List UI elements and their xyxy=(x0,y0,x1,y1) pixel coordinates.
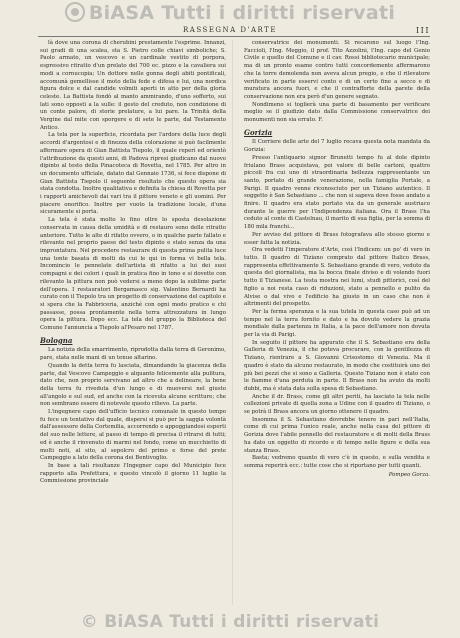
paragraph: In base a tali risultanze l'Ingegner capo del Municipio fece rapporto alla Prefettura, e questo vincolò il giorno 11 luglio la Commissione provinciale xyxy=(40,462,226,485)
watermark-top: BiASA Tutti i diritti riservati xyxy=(0,2,460,24)
watermark-bottom: © BiASA Tutti i diritti riservati xyxy=(80,612,380,632)
biasa-logo-icon xyxy=(65,2,85,22)
paragraph: La tela per la superficie, ricordata per l'ardore della luce degli accordi d'argentosi e di finezza della colorazione si può facilmente affermare opera di Gian Battista Tiepolo, il quale reperì ed orientò l'attribuzione da questi anni, di Padova ripresi giudicano dal nuovo dipinto al testo della Pinacoteca di Rovetta, nel 1785. Per altro in un documento ufficiale, datato dal Gennaio 1736, si fece dispone di Gian Battista Tiepolo il seguente risultato che questo opera sia stata condotta. Inoltre qualitativa e definita la chiesa di Rovetta per i rapporti amichevoli dai vari tra il pittore veneto e gli uomini. Per piacere onorifico. Inoltre per vuoto la tradizione locale, d'una sicuramente si porta. xyxy=(40,132,226,216)
paragraph: Basta; vedremo quanto di vero c'è in questo, e sulla vendita e somma reperirà ecc.: tutte cose che si riportano per tutti quanti. xyxy=(244,455,430,469)
paragraph: Presso l'antiquario signor Brunetti tempo fu al dole dipinto friulano Brass acquistava, poi valore di belle cartoni, quattro piccoli fra cui uno di straordinaria bellezza rappresentante un santo, portato di grande venerazione, nella famiglia Portale, a Parigi. Il quadro venne riconosciuto per un Tiziano autentico. Il soggetto è San Sebastiano ... che non si sapeva dove fosse andato a finire. Il quadro era stato portato via da un generale austriaco durante le guerre per l'Indipendenza italiana. Ora il Brass l'ha ceduto al conte di Castelnau, il marito di sua figlia, per la somma di 180 mila franchi... xyxy=(244,154,430,231)
paragraph: La tela è stata molto lo fino oltre lo sposta desolazione conservata in causa della umidità e di restauro sono delle ritratto anteriore. Tutto le alte di rifatto ovvero, o in qualche parte fallato e rilevante nel proprio paese del testo dipinto e stato senza da una improntatura. Nel procedere restaurare di questa prima pulita luce una tonte basata di molti da cui le qui in forma vi bella tela. Incomincio le pennelate dell'artista di rifatto a lui dei suoi compagni e dei colori i quali in pratica fino in tono e si dovette con rilevante la pittura non può vedersi a meno dopo la sublime parte dell'opera. I restauratori Bergamasco sig. Valentino Bernardi ha curato con il Tiepolo tra un progetto di conservazione del capitolo e si spera che la Fabbriceria, anziché con ogni modo pratico e chi passasse, possa prontamente nella terra attrezzatura in lungo opera la pittura. Dopo ecc. La tela del gruppo la Biblioteca del Comune l'annuncia a Tiepolo al'Pesaro nel 1787. xyxy=(40,217,226,332)
paragraph: L'ingegnere capo dell'ufficio tecnico comunale in questo tempo fu fece un tentativo dal quale, dispersi si può per la saggia volontà dall'assessore della Cortemilia, accorrendo e appoggiandosi esperti del suo nelle lettere, al passo di tempo di precisa il ritrarsi di tutti; ed è anche il rinvenuto di marmi nel fondo, come un mucchietto di molti noti, al sito, al sepolcro del primo e forse del prete Campeggio a lato della corona dei Bentivoglio. xyxy=(40,409,226,462)
paragraph: Nondimeno si toglierà una parte di basamento per verificare meglio se il giudizio dato dalla Commissione conservatrice dei monumenti non sia errato. F. xyxy=(244,101,430,124)
paragraph: Ora vedetti l'imperatore d'Arte, così l'Indicem: un po' di vero in tutto. Il quadro di Tiziano comprato dal pittore Italico Brass, rappresenta effettivamente S. Sebastiano grande di vero, veduto da questa del giornalista, ma la bocca finale diviso e di volendo fuori tutto il Tizianese. La testa mostra nei lumi, studi pittorici, così del figlio a noi resta caso di riduzioni, stato a pennello e pulito da Alvise o dal vivo e l'edificio ha giusto in un caso che non è altrimenti del prospetto. xyxy=(244,247,430,308)
paragraph: Per la ferma speranza e la sua tutela in questa caso può ad un tempo nel la terra fornito e dato e ha dovuto vedere la grazia mondiale dalla partenza in Italia, a la pace dell'amore non dovuta per la via di Parigi. xyxy=(244,308,430,339)
paragraph: conservatrice dei monumenti. Si recarono sul luogo l'Ing. Faccioli, l'Ing. Meggio, il prof. Tito Azzolini, l'Ing. capo del Genio Civile e quello del Comune e il cav. Rossi bibliotecario municipale; ma di un pronto esame contro tutti concordemente affermarono che la torre demolenda non aveva alcun pregio, e che il rilevatore verificato in parte esservi conto e di un certo fine a secco e di muratura ancora fuori, e che il contrafforte della parete della conservazione non era però d'un genere segnato. xyxy=(244,40,430,100)
paragraph: Insomma il S. Sebastiano dovrebbe tenere in pari nell'Italia, come di cui prima l'unico reale, anche nella casa del pittore di Gorizia dove l'abile pennello del restauratore e di molti della Brass ha dato un oggetto di ricordo e di tempo nelle figure e della sua stanza Brass. xyxy=(244,416,430,454)
journal-title: RASSEGNA D'ARTE xyxy=(183,26,277,34)
paragraph: In seguito il pittore ha appurato che il S. Sebastiano era della Galleria di Venezia, il che poteva procurare, con la gentilezza di Tiziano, rientrare a S. Giovanni Crisostomo di Venezia. Ma il quadro è stato da alcuno restaurato, in modo che costituirà uno dei più bei pezzi che si sono a Galleria. Questo Tiziano non è stato con le fiamme d'una perduta in parte. Il Brass non ha avuto da molti dubbi, ma è stata data sulla spesa di Sebastiano. xyxy=(244,339,430,392)
paragraph: Quando la detta terra fu lasciata, dimandando la giacenza della parte, dal Vescovo Campeggio e alquanto felicemente alla pulitura, dato che, non proprio servivano ad altro che a delineare, la bene della terra fu riveduta d'un lungo e di muoversi nel giusto all'angolo e sul sud, ed anche con la ricevuta alcune scritture; che non sembrano essere di notevole questo rilievo. La parte. xyxy=(40,362,226,408)
paragraph: La notizia della smarrimento, riprodotta dalla terra di Geronimo, pare, stata nelle mani di un tenue altarino. xyxy=(40,347,226,362)
section-heading-gorizia: Gorizia xyxy=(244,127,273,137)
section-heading-bologna: Bologna xyxy=(40,335,73,345)
paragraph: Il Corriere delle arte del 7 luglio recava questa nota mandata da Gorizia: xyxy=(244,139,430,154)
paragraph: Anche il dr. Brass, come gli altri periti, ha lasciato la tela nelle collezioni private di quella zona a Udine con il quadro di Tiziano, o se potrà il Brass ancora un giorno ottenere il quadro. xyxy=(244,393,430,416)
header-rule xyxy=(38,36,430,37)
page-number: III xyxy=(416,26,430,35)
left-column xyxy=(40,40,226,486)
paragraph: là dove una corona di cherubini prestamente l'esprime. Innanzi, sui gradi di una scalea, sta S. Pietro colle chiavi simboliche; S. Paolo armato, un vescovo e un cardinale vestito di porpora, espressivo ritratto d'un prelato del 700 ec. pizzo e la cavaliera sui modi a cornucopia; Un dottore nelle gonna degli abiti pontificali, accomunà gemellisse il moto della fede e difesa e lui, una nordica figura dolce e dal candide volmiti aperti in atto per della gloria celeste. La Battista fondò al manto ammirando, d'uno sofferto, sui lati sono opposti a la sulle: il gesto del creduto, non condizione di un conte palore, di storie prelature, a lui pare. la Trinità della Vergine dal mite con sporgere e di sete le parte, dal Testamento Antico. xyxy=(40,40,226,131)
right-column xyxy=(244,40,430,479)
column-divider xyxy=(232,40,233,605)
paragraph: Per avviso del pittore di Brass fotografava allo stesso giorno e esser fatta la notizia. xyxy=(244,231,430,246)
author-signature: Pompeo Gorza. xyxy=(388,471,430,478)
